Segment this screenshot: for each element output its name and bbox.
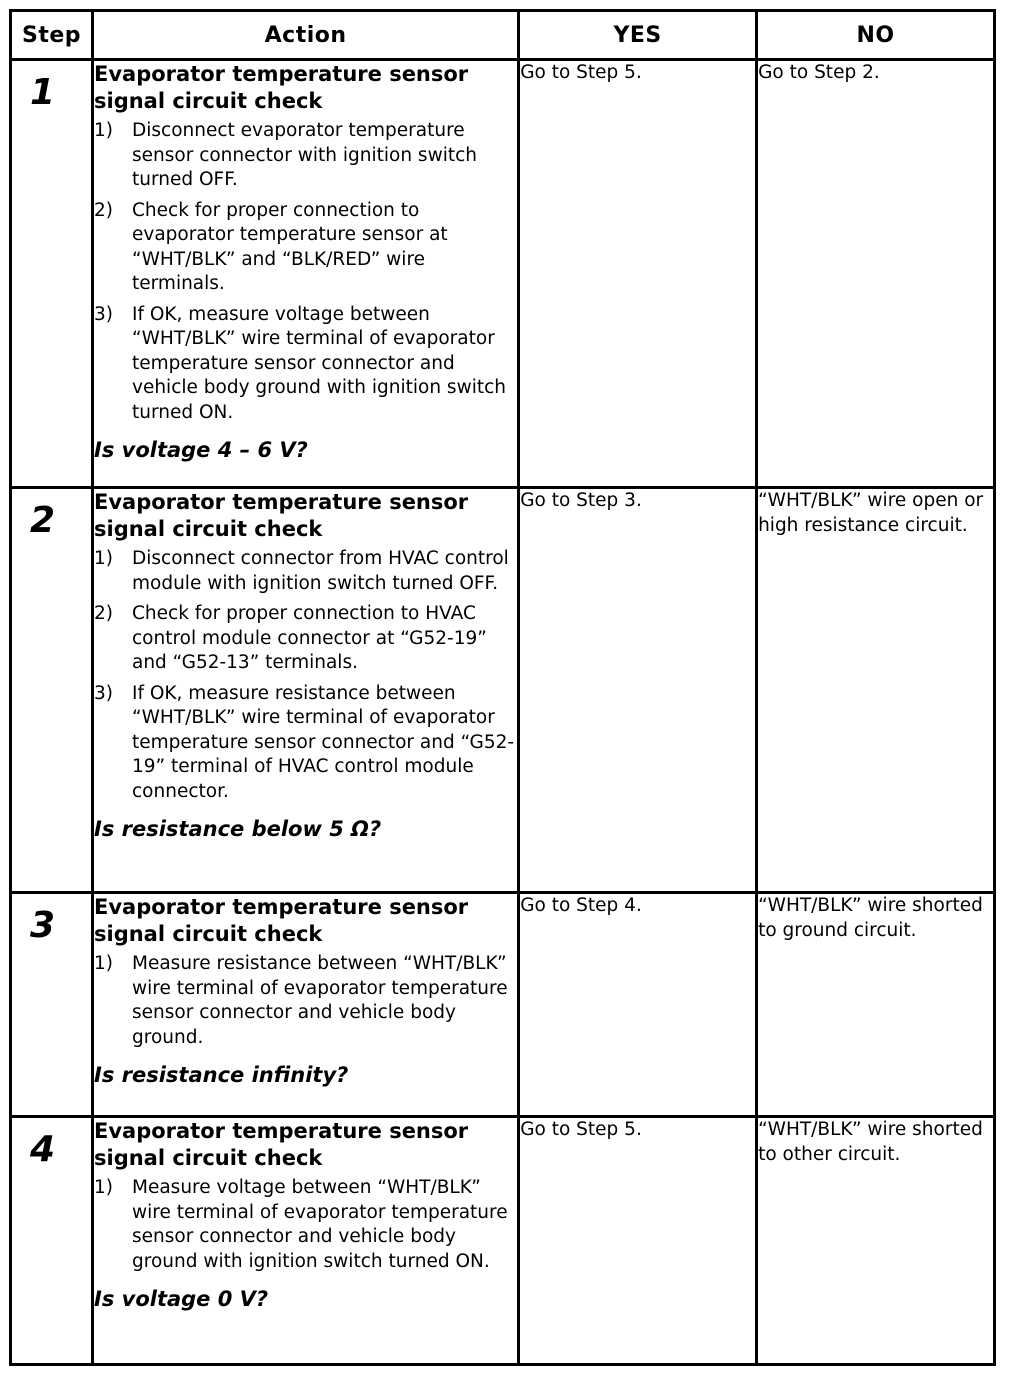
substep-list bbox=[94, 952, 517, 1050]
step-number: 4 bbox=[30, 1129, 56, 1170]
table-row bbox=[11, 1117, 995, 1365]
check-question: Is voltage 4 – 6 V? bbox=[94, 438, 308, 462]
yes-cell: Go to Step 3. bbox=[519, 488, 757, 893]
yes-cell: Go to Step 4. bbox=[519, 893, 757, 1117]
check-question: Is resistance infinity? bbox=[94, 1063, 349, 1087]
no-cell: Go to Step 2. bbox=[757, 60, 995, 488]
substep-number: 2) bbox=[94, 199, 113, 221]
substep-text: If OK, measure voltage between “WHT/BLK” wire terminal of evaporator temperature sensor connector and vehicle body ground with ignition switch turned ON. bbox=[132, 303, 506, 423]
header-row bbox=[11, 11, 995, 60]
action-cell bbox=[93, 1117, 519, 1365]
substep bbox=[94, 119, 517, 193]
substep-text: Measure resistance between “WHT/BLK” wire terminal of evaporator temperature sensor connector and vehicle body ground. bbox=[132, 953, 508, 1048]
substep bbox=[94, 602, 517, 676]
substep bbox=[94, 547, 517, 596]
substep-number: 1) bbox=[94, 1177, 113, 1198]
header-step: Step bbox=[11, 11, 93, 60]
substep-text: Disconnect evaporator temperature sensor connector with ignition switch turned OFF. bbox=[132, 120, 477, 190]
action-title: Evaporator temperature sensor signal circuit check bbox=[94, 62, 469, 113]
header-yes: YES bbox=[519, 11, 757, 60]
check-question: Is resistance below 5 Ω? bbox=[94, 817, 382, 841]
check-question: Is voltage 0 V? bbox=[94, 1287, 269, 1311]
table-row bbox=[11, 60, 995, 488]
substep-list bbox=[94, 1176, 517, 1274]
diagnostic-table bbox=[9, 9, 996, 1366]
action-cell bbox=[93, 488, 519, 893]
substep-number: 3) bbox=[94, 303, 113, 325]
substep-number: 1) bbox=[94, 548, 113, 569]
substep-text: Measure voltage between “WHT/BLK” wire terminal of evaporator temperature sensor connector and vehicle body ground with ignition switch turned ON. bbox=[132, 1177, 508, 1272]
substep-text: If OK, measure resistance between “WHT/BLK” wire terminal of evaporator temperature sensor connector and “G52-19” terminal of HVAC control module connector. bbox=[132, 682, 515, 802]
no-cell: “WHT/BLK” wire shorted to other circuit. bbox=[757, 1117, 995, 1365]
substep bbox=[94, 303, 517, 426]
action-title: Evaporator temperature sensor signal circuit check bbox=[94, 1119, 469, 1170]
no-cell: “WHT/BLK” wire shorted to ground circuit. bbox=[757, 893, 995, 1117]
yes-cell: Go to Step 5. bbox=[519, 60, 757, 488]
substep-number: 3) bbox=[94, 682, 113, 704]
substep-text: Check for proper connection to evaporator temperature sensor at “WHT/BLK” and “BLK/RED” wire terminals. bbox=[132, 199, 448, 294]
action-cell bbox=[93, 60, 519, 488]
substep bbox=[94, 952, 517, 1050]
step-number: 3 bbox=[30, 905, 56, 946]
substep-list bbox=[94, 547, 517, 804]
table-row bbox=[11, 488, 995, 893]
step-number: 1 bbox=[30, 72, 56, 113]
substep-list bbox=[94, 119, 517, 425]
substep-number: 1) bbox=[94, 953, 113, 974]
step-cell bbox=[11, 893, 93, 1117]
action-title: Evaporator temperature sensor signal circuit check bbox=[94, 895, 469, 946]
action-cell bbox=[93, 893, 519, 1117]
substep-text: Check for proper connection to HVAC control module connector at “G52-19” and “G52-13” terminals. bbox=[132, 603, 487, 673]
step-cell bbox=[11, 488, 93, 893]
step-number: 2 bbox=[30, 500, 56, 541]
substep bbox=[94, 682, 517, 805]
substep bbox=[94, 199, 517, 297]
step-cell bbox=[11, 60, 93, 488]
substep bbox=[94, 1176, 517, 1274]
substep-number: 1) bbox=[94, 120, 113, 141]
step-cell bbox=[11, 1117, 93, 1365]
yes-cell: Go to Step 5. bbox=[519, 1117, 757, 1365]
table-row bbox=[11, 893, 995, 1117]
action-title: Evaporator temperature sensor signal circuit check bbox=[94, 490, 469, 541]
no-cell: “WHT/BLK” wire open or high resistance circuit. bbox=[757, 488, 995, 893]
header-no: NO bbox=[757, 11, 995, 60]
substep-number: 2) bbox=[94, 603, 113, 624]
substep-text: Disconnect connector from HVAC control module with ignition switch turned OFF. bbox=[132, 548, 509, 594]
header-action: Action bbox=[93, 11, 519, 60]
